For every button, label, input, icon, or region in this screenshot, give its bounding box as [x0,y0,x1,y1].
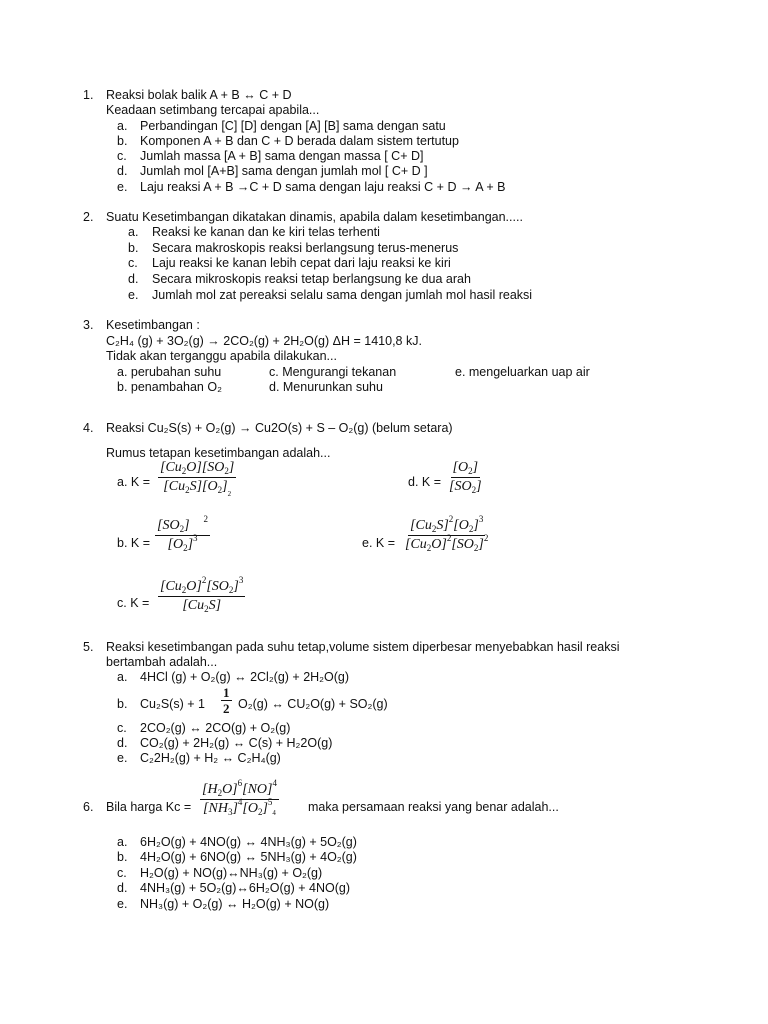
q6-stem-pre: Bila harga Kc = [106,800,192,814]
q6-option-c: H₂O(g) + NO(g)↔NH₃(g) + O₂(g) [140,866,323,880]
q4-number: 4. [83,421,94,435]
q5-option-e: C₂2H₂(g) + H₂ ↔ C₂H₄(g) [140,751,281,765]
q1-option-label: d. [117,164,128,178]
q5-option-b-fraction [221,686,232,715]
q2-option-label: c. [128,256,138,270]
q5-stem-2: bertambah adalah... [106,655,218,669]
q6-option-d: 4NH₃(g) + 5O₂(g)↔6H₂O(g) + 4NO(g) [140,881,350,895]
q4-option-b-formula: $\frac{[SO_2] ^2}{[O_2]^3}$ [157,514,209,553]
q6-option-e: NH₃(g) + O₂(g) ↔ H₂O(g) + NO(g) [140,897,330,911]
q4-option-c-label: c. K = [117,596,150,610]
q6-kc-formula: $\frac{[H_2O]^6[NO]^4}{[NH_3]^4[O_2]^5_4}$ [202,778,277,817]
q5-option-label: d. [117,736,128,750]
q1-option-label: b. [117,134,128,148]
q3-option-b: b. penambahan O₂ [117,380,222,394]
q2-option-d: Secara mikroskopis reaksi tetap berlangsung ke dua arah [152,272,471,286]
q2-stem: Suatu Kesetimbangan dikatakan dinamis, apabila dalam kesetimbangan..... [106,210,523,224]
q4-stem: Reaksi Cu₂S(s) + O₂(g) → Cu2O(s) + S – O₂(g) (belum setara) [106,421,453,435]
q5-fraction-denominator: 2 [223,701,230,716]
q1-number: 1. [83,88,94,102]
q3-equation: C₂H₄ (g) + 3O₂(g) → 2CO₂(g) + 2H₂O(g) ΔH = 1410,8 kJ. [106,334,422,348]
q6-number: 6. [83,800,94,814]
q2-option-e: Jumlah mol zat pereaksi selalu sama dengan jumlah mol hasil reaksi [152,288,533,302]
q6-option-label: b. [117,850,128,864]
q2-option-label: e. [128,288,139,302]
q3-option-e: e. mengeluarkan uap air [455,365,590,379]
q3-option-a: a. perubahan suhu [117,365,222,379]
q4-option-c-formula: $\frac{[Cu_2O]^2[SO_2]^3}{[Cu_2S]}$ [160,575,244,614]
q2-number: 2. [83,210,94,224]
q1-option-a: Perbandingan [C] [D] dengan [A] [B] sama dengan satu [140,119,446,133]
q4-option-d-label: d. K = [408,475,442,489]
q2-option-label: a. [128,225,139,239]
q5-option-a: 4HCl (g) + O₂(g) ↔ 2Cl₂(g) + 2H₂O(g) [140,670,350,684]
q5-option-label: b. [117,697,128,711]
q4-option-b-label: b. K = [117,536,151,550]
q2-option-b: Secara makroskopis reaksi berlangsung terus-menerus [152,241,459,255]
q5-stem: Reaksi kesetimbangan pada suhu tetap,volume sistem diperbesar menyebabkan hasil reaksi [106,640,620,654]
q3-option-d: d. Menurunkan suhu [269,380,383,394]
q4-option-a-label: a. K = [117,475,151,489]
q2-option-label: d. [128,272,139,286]
q1-option-d: Jumlah mol [A+B] sama dengan jumlah mol [ C+ D ] [140,164,428,178]
q4-option-d-formula: $\frac{[O_2]}{[SO_2]}$ [449,460,482,495]
q3-stem: Kesetimbangan : [106,318,200,332]
q1-option-e: Laju reaksi A + B →C + D sama dengan laju reaksi C + D → A + B [140,180,506,194]
q1-stem-2: Keadaan setimbang tercapai apabila... [106,103,320,117]
q5-number: 5. [83,640,94,654]
q6-option-label: a. [117,835,128,849]
q3-option-c: c. Mengurangi tekanan [269,365,397,379]
q6-option-label: c. [117,866,127,880]
q1-option-label: a. [117,119,128,133]
q4-option-e-label: e. K = [362,536,396,550]
q6-option-label: d. [117,881,128,895]
q3-number: 3. [83,318,94,332]
q6-option-a: 6H₂O(g) + 4NO(g) ↔ 4NH₃(g) + 5O₂(g) [140,835,357,849]
q5-option-label: e. [117,751,128,765]
q3-stem-2: Tidak akan terganggu apabila dilakukan... [106,349,337,363]
q5-fraction-numerator: 1 [223,685,230,700]
q1-stem: Reaksi bolak balik A + B ↔ C + D [106,88,292,102]
q1-option-label: c. [117,149,127,163]
q4-option-a-formula: $\frac{[Cu_2O][SO_2]}{[Cu_2S][O_2]_2}$ [160,460,235,498]
q4-option-e-formula: $\frac{[Cu_2S]^2[O_2]^3}{[Cu_2O]^2[SO_2]^2}$ [405,514,489,553]
q5-option-label: a. [117,670,128,684]
q5-option-b: O₂(g) ↔ CU₂O(g) + SO₂(g) [238,697,388,711]
q1-option-b: Komponen A + B dan C + D berada dalam sistem tertutup [140,134,459,148]
q6-stem-post: maka persamaan reaksi yang benar adalah... [308,800,559,814]
q6-option-b: 4H₂O(g) + 6NO(g) ↔ 5NH₃(g) + 4O₂(g) [140,850,357,864]
q5-option-label: c. [117,721,127,735]
q2-option-a: Reaksi ke kanan dan ke kiri telas terhenti [152,225,380,239]
q1-option-c: Jumlah massa [A + B] sama dengan massa [ C+ D] [140,149,424,163]
q5-option-c: 2CO₂(g) ↔ 2CO(g) + O₂(g) [140,721,291,735]
q4-stem-2: Rumus tetapan kesetimbangan adalah... [106,446,331,460]
q6-option-label: e. [117,897,128,911]
q5-option-d: CO₂(g) + 2H₂(g) ↔ C(s) + H₂2O(g) [140,736,333,750]
q2-option-label: b. [128,241,139,255]
q5-option-b-prefix: Cu₂S(s) + 1 [140,697,205,711]
q1-option-label: e. [117,180,128,194]
q2-option-c: Laju reaksi ke kanan lebih cepat dari laju reaksi ke kiri [152,256,451,270]
